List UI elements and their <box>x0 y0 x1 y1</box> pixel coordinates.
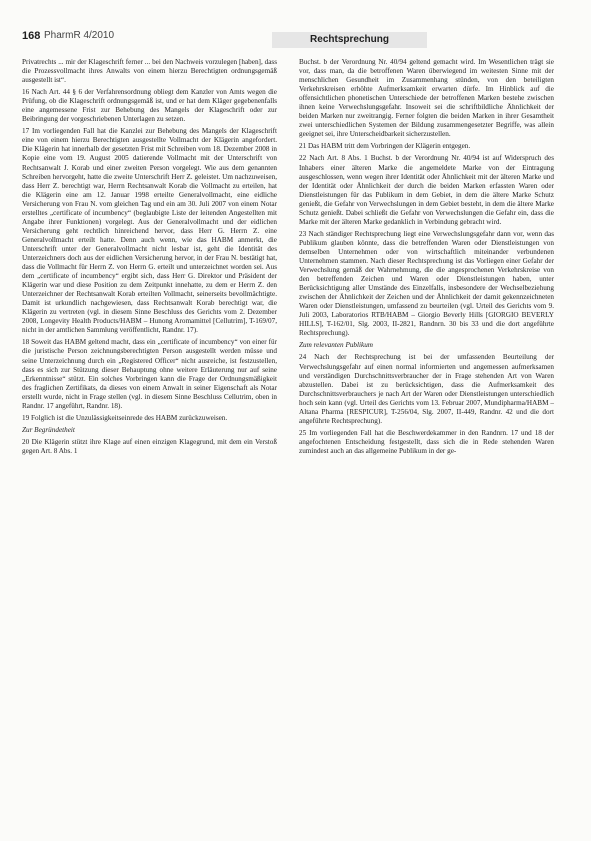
section-heading: Zum relevanten Publikum <box>299 341 373 350</box>
section-heading: Zur Begründetheit <box>22 425 75 434</box>
section-label: Rechtsprechung <box>272 32 427 48</box>
paragraph: 19 Folglich ist die Unzulässigkeitseinrede des HABM zurückzuweisen. <box>22 413 228 422</box>
paragraph: 23 Nach ständiger Rechtsprechung liegt eine Verwechslungsgefahr dann vor, wenn das Publikum glauben könnte, dass die betreffenden Waren oder Dienstleistungen von demselben Unternehmen oder von wirtschaftlich miteinander verbundenen Unternehmen stammen. Nach dieser Rechtsprechung ist das Vorliegen einer Gefahr der Verwechslung gemäß der Wahrnehmung, die die angesprochenen Verkehrskreise von den betreffenden Zeichen und Waren oder Dienstleistungen haben, unter Berücksichtigung aller Umstände des Einzelfalls, insbesondere der Wechselbeziehung zwischen der Ähnlichkeit der Zeichen und der Ähnlichkeit der damit gekennzeichneten Waren oder Dienstleistungen, umfassend zu beurteilen (vgl. Urteil des Gerichts vom 9. Juli 2003, Laboratorios RTB/HABM – Giorgio Beverly Hills [GIORGIO BEVERLY HILLS], T-162/01, Slg. 2003, II-2821, Randnrn. 30 bis 33 und die dort angeführte Rechtsprechung). <box>299 229 554 338</box>
page-header <box>22 28 570 52</box>
paragraph: Buchst. b der Verordnung Nr. 40/94 geltend gemacht wird. Im Wesentlichen trägt sie vor, dass man, da die betroffenen Waren überwiegend im weitesten Sinne mit der menschlichen Gesundheit im Zusammenhang stünden, von den beteiligten Verkehrskreisen erhöhte Aufmerksamkeit erwarten dürfe. Im Hinblick auf die offensichtlichen phonetischen Unterschiede der betroffenen Marken bestehe zwischen ihnen keine Verwechslungsgefahr. Insoweit sei die schriftbildliche Ähnlichkeit der beiden Marken nur zweitrangig. Ferner folgten die beiden Marken in ihrer Gesamtheit zwei unterschiedlichen Systemen der Bildung zusammengesetzter Begriffe, was allein geeignet sei, ihre Unterscheidbarkeit sicherzustellen. <box>299 58 554 139</box>
paragraph: 16 Nach Art. 44 § 6 der Verfahrensordnung obliegt dem Kanzler von Amts wegen die Prüfung, ob die Klageschrift ordnungsgemäß ist, und er hat dem Kläger gegebenenfalls eine angemessene Frist zur Behebung des Mangels der Klageschrift oder zur Beibringung der vorgeschriebenen Unterlagen zu setzen. <box>22 88 277 124</box>
right-column <box>299 58 554 833</box>
page-number: 168 <box>22 30 41 42</box>
paragraph: 25 Im vorliegenden Fall hat die Beschwerdekammer in den Randnrn. 17 und 18 der angefochtenen Entscheidung festgestellt, dass sich die in Rede stehenden Waren zumindest auch an das allgemeine Publikum in der ge- <box>299 428 554 455</box>
journal-name: PharmR 4/2010 <box>44 30 115 41</box>
paragraph: 24 Nach der Rechtsprechung ist bei der umfassenden Beurteilung der Verwechslungsgefahr auf einen normal informierten und angemessen aufmerksamen und verständigen Durchschnittsverbraucher der in Frage stehenden Art von Waren abzustellen. Dabei ist zu berücksichtigen, dass die Aufmerksamkeit des Durchschnittsverbrauchers je nach Art der Waren oder Dienstleistungen unterschiedlich hoch sein kann (vgl. Urteil des Gerichts vom 13. Februar 2007, Mundipharma/HABM – Altana Pharma [RESPICUR], T-256/04, Slg. 2007, II-449, Randnr. 42 und die dort angeführte Rechtsprechung). <box>299 353 554 425</box>
paragraph: 22 Nach Art. 8 Abs. 1 Buchst. b der Verordnung Nr. 40/94 ist auf Widerspruch des Inhabers einer älteren Marke die angemeldete Marke von der Eintragung ausgeschlossen, wenn wegen ihrer Identität oder Ähnlichkeit mit der älteren Marke und der Identität oder Ähnlichkeit der durch die beiden Marken erfassten Waren oder Dienstleistungen für das Publikum in dem Gebiet, in dem die ältere Marke Schutz genießt, die Gefahr von Verwechslungen in dem Gebiet besteht, in dem die ältere Marke Schutz genießt. Dabei schließt die Gefahr von Verwechslungen die Gefahr ein, dass die Marke mit der älteren Marke gedanklich in Verbindung gebracht wird. <box>299 154 554 226</box>
paragraph: Privatrechts ... mir der Klageschrift ferner ... bei den Nachweis vorzulegen [haben], dass die Prozessvollmacht ihres Anwalts von einem hierzu Berechtigten ordnungsgemäß ausgestellt ist“. <box>22 58 277 85</box>
left-column <box>22 58 277 833</box>
paragraph: 21 Das HABM tritt dem Vorbringen der Klägerin entgegen. <box>299 142 471 151</box>
paragraph: 17 Im vorliegenden Fall hat die Kanzlei zur Behebung des Mangels der Klageschrift eine von einem hierzu Berechtigten ausgestellte Vollmacht der Klägerin angefordert. Die Klägerin hat innerhalb der gesetzten Frist mit Schreiben vom 18. Dezember 2008 in Kopie eine vom 19. August 2005 datierende Vollmacht mit der Unterschrift von Rechtsanwalt J. Korab und einer zweiten Person vorgelegt. Wie aus dem genannten Schreiben hervorgeht, hatte die zweite Unterschrift Herr Z. geleistet. Um nachzuweisen, dass Herr Z. berechtigt war, Herrn Rechtsanwalt Korab die Vollmacht zu erteilen, hat die Klägerin eine am 12. Januar 1998 erteilte Generalvollmacht, eine eidliche Versicherung von Frau N. vom gleichen Tag und ein am 30. Juli 2007 von einem Notar erstelltes „certificate of incumbency“ (beglaubigte Liste der leitenden Angestellten mit Angabe ihrer Funktionen) vorgelegt. Aus der Generalvollmacht und der eidlichen Versicherung geht rechtlich hinreichend hervor, dass Herr G. Herrn Z. eine Generalvollmacht erteilt hatte. Denn auch wenn, wie das HABM anmerkt, die Unterschrift unter der Generalvollmacht nicht lesbar ist, geht die Identität des Unterzeichners doch aus der eidlichen Versicherung hervor, in der Frau N. bestätigt hat, dass die Vollmacht für Herrn Z. von Herrn G. erteilt und unterzeichnet worden sei. Aus dem „certificate of incumbency“ ergibt sich, dass Herr G. Direktor und Präsident der Klägerin war und diese Position zu dem Zeitpunkt innehatte, zu dem er Herrn Z. den Unterzeichner der Rechtsanwalt Korab erteilten Vollmacht, seinerseits bevollmächtigte. Damit ist urkundlich nachgewiesen, dass Rechtsanwalt Korab berechtigt war, die Klägerin zu vertreten (vgl. in diesem Sinne Beschluss des Gerichts vom 2. Dezember 2008, Longevity Health Products/HABM – Hunong Aromamittel [Cellutrim], T-169/07, nicht in der amtlichen Sammlung veröffentlicht, Randnr. 17). <box>22 127 277 335</box>
paragraph: 20 Die Klägerin stützt ihre Klage auf einen einzigen Klagegrund, mit dem ein Verstoß gegen Art. 8 Abs. 1 <box>22 437 277 455</box>
paragraph: 18 Soweit das HABM geltend macht, dass ein „certificate of incumbency“ von einer für die juristische Person zeichnungsberechtigten Person ausgestellt werden müsse und seine Unterzeichnung durch ein „Registered Officer“ nicht ausreiche, ist festzustellen, dass es sich zur Stützung dieser Behauptung ohne weitere Erläuterung nur auf seine „Erkenntnisse“ stützt. Ein solches Vorbringen kann die Frage der Ordnungsmäßigkeit des fraglichen Zertifikats, da dieses von einem Anwalt in seiner Eigenschaft als Notar erstellt wurde, nicht in Frage stellen (vgl. in diesem Sinne Beschluss Cellutrim, oben in Randnr. 17 angeführt, Randnr. 18). <box>22 338 277 410</box>
